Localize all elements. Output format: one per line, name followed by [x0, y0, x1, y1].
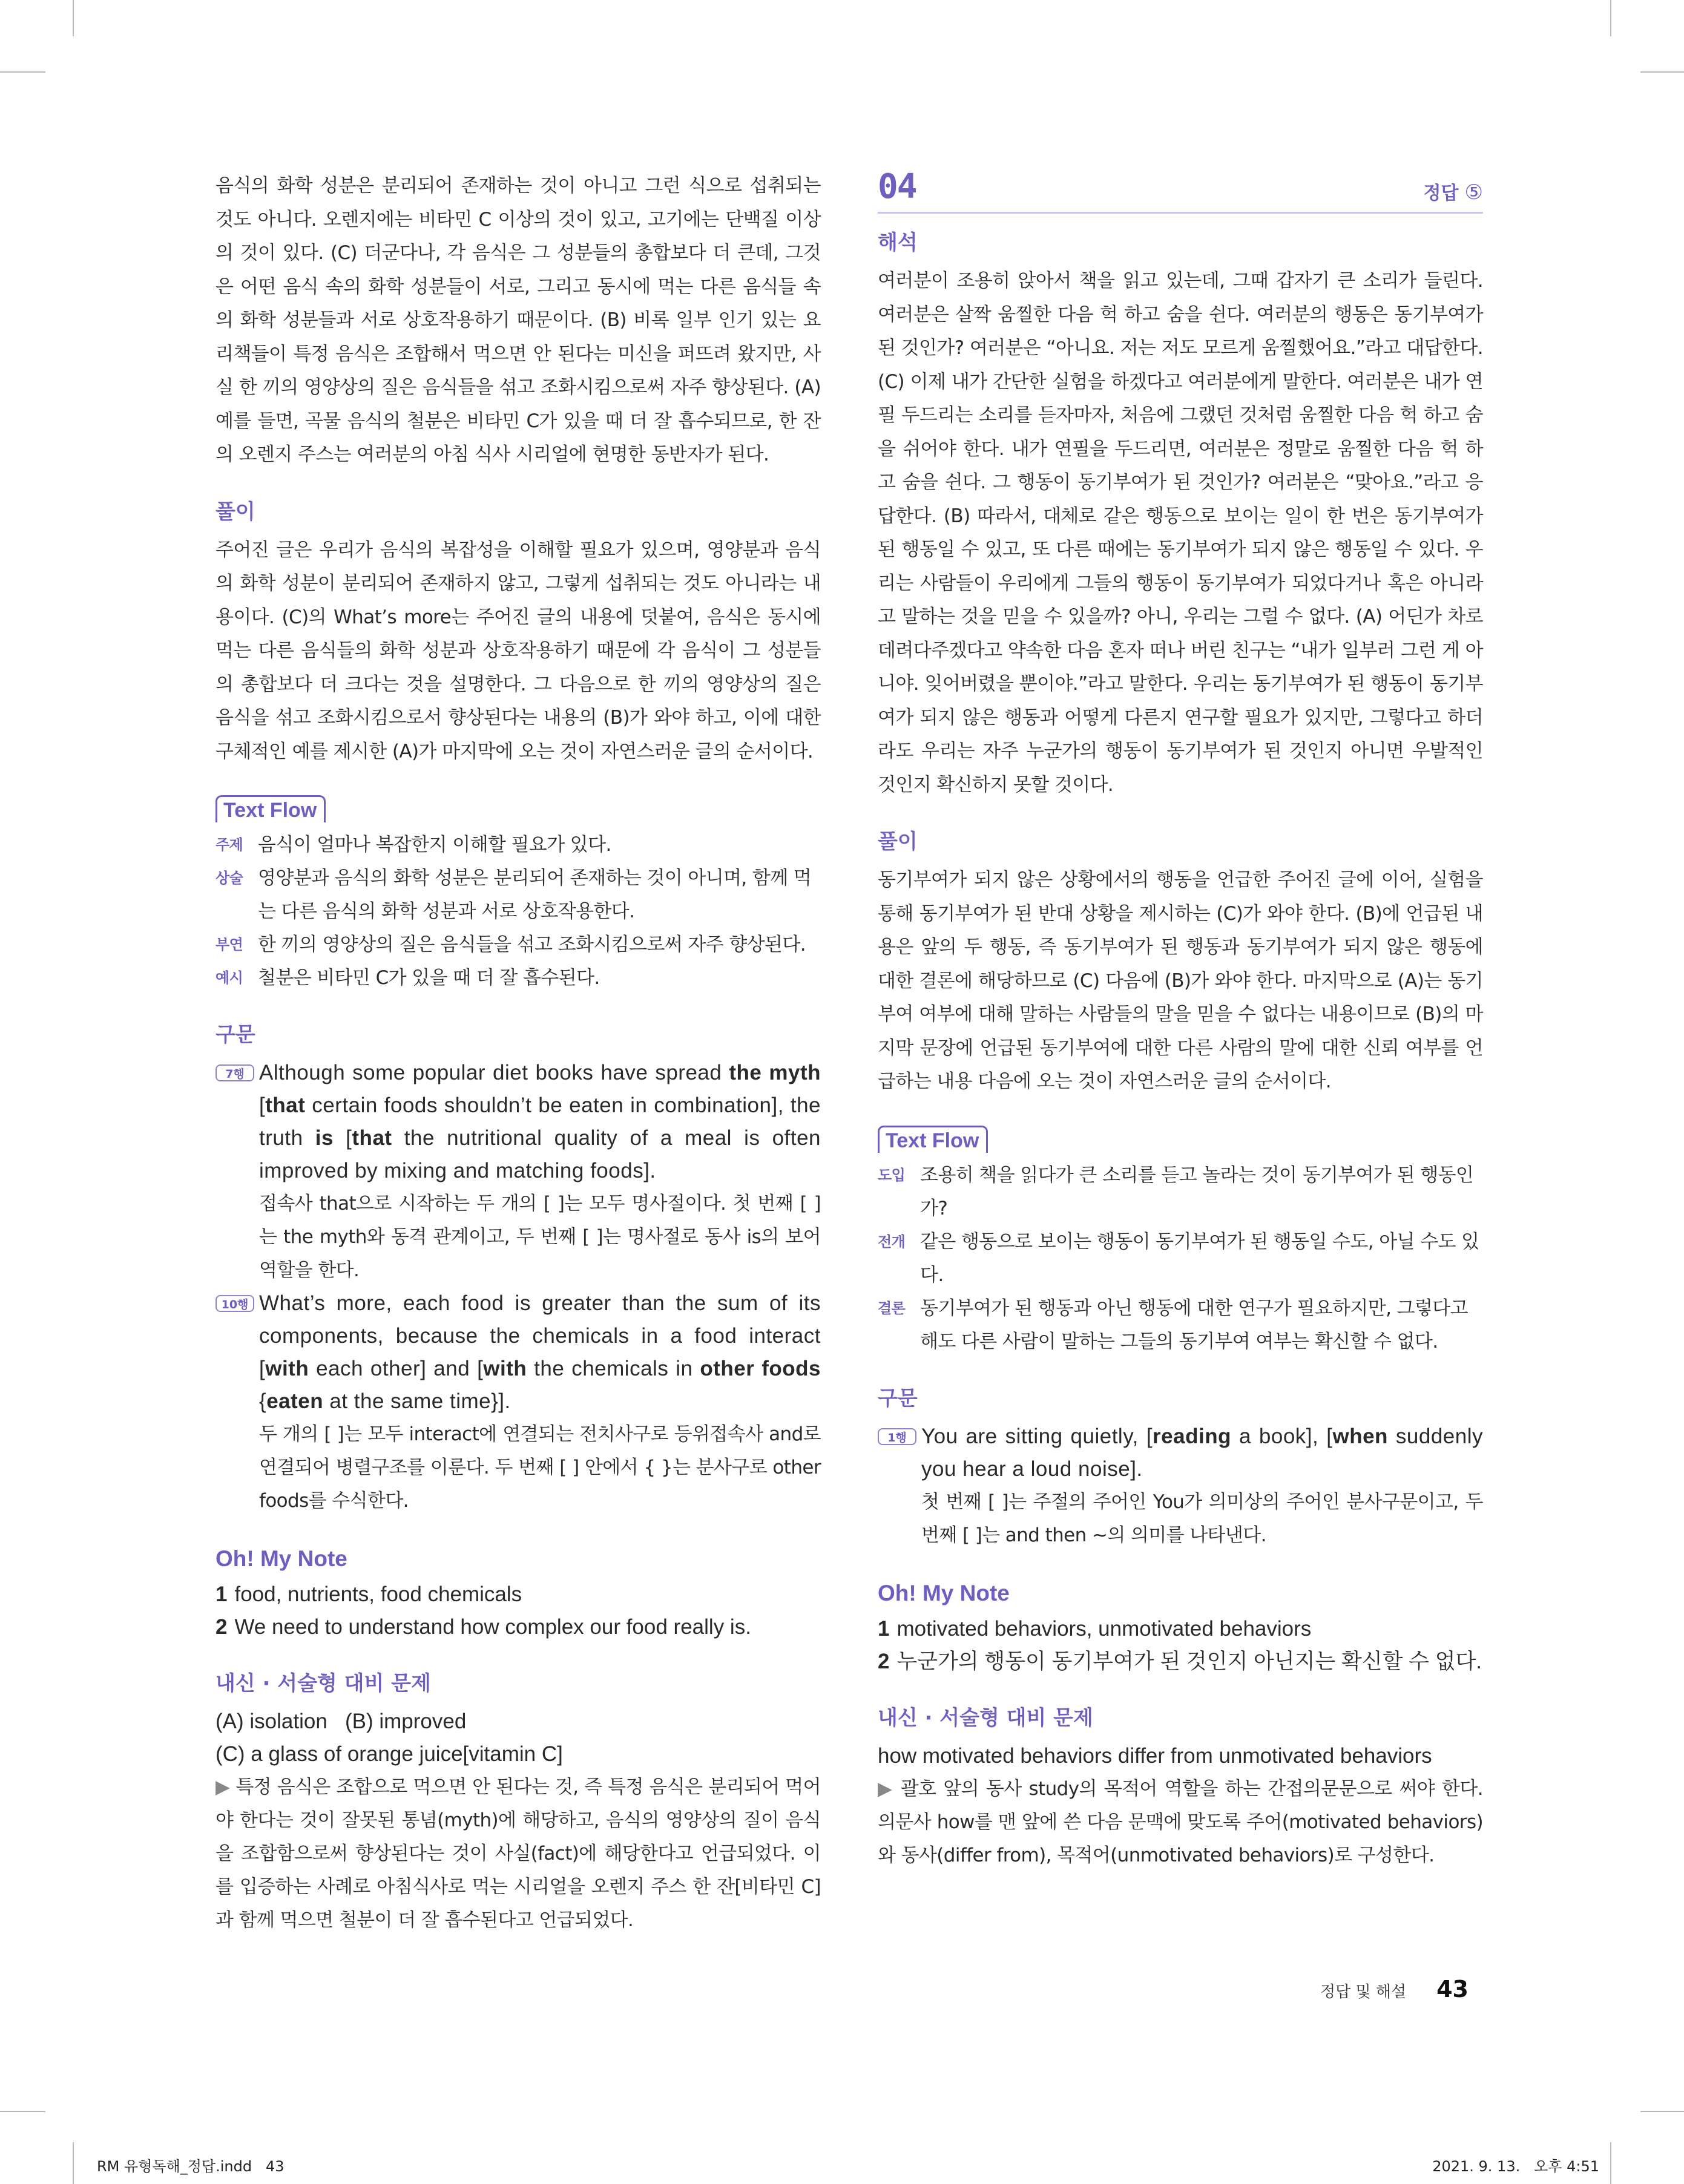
text-flow-item — [878, 1225, 1483, 1292]
gumun-item — [215, 1057, 821, 1287]
text-flow-text: 철분은 비타민 C가 있을 때 더 잘 흡수된다. — [258, 967, 600, 989]
text-flow-item — [878, 1292, 1483, 1359]
sentence-segment: the myth — [729, 1061, 821, 1084]
sentence-segment: with — [265, 1357, 309, 1380]
note-item — [215, 1611, 821, 1644]
sentence-segment: You are sitting quietly, [ — [921, 1424, 1153, 1448]
note-item — [878, 1613, 1483, 1645]
sentence-segment: What’s more, each food is greater than the sum of its components, because the chemicals in a food interact [ — [259, 1291, 821, 1380]
sentence-segment: that — [265, 1094, 306, 1117]
section-title-haeseok: 해석 — [878, 231, 918, 255]
triangle-icon: ▶ — [878, 1777, 893, 1800]
note-item — [215, 1578, 821, 1611]
crop-mark — [0, 2111, 45, 2112]
sentence-segment: suddenly you hear a loud noise]. — [921, 1424, 1484, 1481]
section-title-gumun: 구문 — [878, 1386, 918, 1411]
text-flow-text: 한 끼의 영양상의 질은 음식들을 섞고 조화시킴으로써 자주 향상된다. — [258, 934, 806, 956]
note-item — [878, 1645, 1483, 1678]
text-flow-item — [215, 962, 821, 995]
text-flow-list — [878, 1159, 1483, 1359]
sentence-segment: [ — [333, 1126, 352, 1150]
text-flow-text: 같은 행동으로 보이는 행동이 동기부여가 된 행동일 수도, 아닐 수도 있다. — [920, 1230, 1479, 1286]
gumun-list — [878, 1420, 1483, 1552]
oh-my-note-title: Oh! My Note — [878, 1580, 1010, 1605]
answer-c: (C) a glass of orange juice[vitamin C] — [215, 1742, 563, 1766]
section-title-puri: 풀이 — [215, 499, 255, 524]
note-list — [215, 1578, 821, 1644]
sentence-segment: eaten — [266, 1389, 324, 1413]
note-number: 1 — [215, 1582, 228, 1606]
sentence-segment: with — [483, 1357, 527, 1380]
answer-key — [1424, 178, 1483, 205]
answer-line — [215, 1705, 821, 1738]
text-flow-label: 도입 — [878, 1166, 906, 1184]
crop-mark — [1610, 2142, 1611, 2184]
gumun-explanation: 두 개의 [ ]는 모두 interact에 연결되는 전치사구로 등위접속사 and로 연결되어 병렬구조를 이룬다. 두 번째 [ ] 안에서 { }는 분사구로 other foods를 수식한다. — [259, 1423, 821, 1512]
text-flow-text: 동기부여가 된 행동과 아닌 행동에 대한 연구가 필요하지만, 그렇다고 해도 다른 사람이 말하는 그들의 동기부여 여부는 확신할 수 없다. — [920, 1297, 1468, 1353]
note-number: 2 — [215, 1615, 228, 1639]
sentence-segment: the chemicals in — [527, 1357, 700, 1380]
text-flow-tag: Text Flow — [215, 795, 326, 822]
text-flow-label: 예시 — [215, 969, 243, 986]
line-badge: 10행 — [215, 1295, 254, 1312]
answer-label: 정답 — [1423, 183, 1459, 204]
gumun-list — [215, 1057, 821, 1518]
text-flow-label: 상술 — [215, 870, 243, 887]
sentence-segment: [ — [259, 1094, 266, 1117]
triangle-icon: ▶ — [215, 1776, 230, 1798]
text-flow-label: 부연 — [215, 936, 243, 953]
crop-mark — [0, 71, 45, 73]
sentence-segment: reading — [1153, 1424, 1231, 1448]
sentence-segment: certain foods shouldn’t be eaten in combination], the truth — [259, 1094, 821, 1150]
question-number: 04 — [878, 167, 916, 206]
note-text: We need to understand how complex our food really is. — [234, 1615, 751, 1639]
answer-line: how motivated behaviors differ from unmotivated behaviors — [878, 1743, 1432, 1768]
note-number: 1 — [878, 1616, 890, 1641]
text-flow-text: 음식이 얼마나 복잡한지 이해할 필요가 있다. — [258, 834, 611, 856]
text-flow-item — [215, 828, 821, 862]
page-footer — [1320, 1976, 1469, 2002]
right-column — [878, 169, 1483, 1872]
answer-value: ⑤ — [1464, 180, 1483, 205]
section-title-gumun: 구문 — [215, 1023, 255, 1047]
text-flow-label: 주제 — [215, 836, 243, 853]
answer-explanation: 특정 음식은 조합으로 먹으면 안 된다는 것, 즉 특정 음식은 분리되어 먹어야 한다는 것이 잘못된 통념(myth)에 해당하고, 음식의 영양상의 질이 음식을 조합함으로써 향상된다는 것이 사실(fact)에 해당한다고 언급되었다. 이를 입증하는 사례로 아침식사로 먹는 시리얼을 오렌지 주스 한 잔[비타민 C]과 함께 먹으면 철분이 더 잘 흡수된다고 언급되었다. — [215, 1776, 821, 1931]
gumun-item — [215, 1287, 821, 1518]
gumun-explanation: 첫 번째 [ ]는 주절의 주어인 You가 의미상의 주어인 분사구문이고, 두 번째 [ ]는 and then ~의 의미를 나타낸다. — [921, 1490, 1483, 1546]
footer-text: 정답 및 해설 — [1320, 1983, 1407, 2001]
print-slug-file: RM 유형독해_정답.indd 43 — [97, 2158, 285, 2175]
sentence-segment: is — [315, 1126, 334, 1150]
puri-text: 동기부여가 되지 않은 상황에서의 행동을 언급한 주어진 글에 이어, 실험을 통해 동기부여가 된 반대 상황을 제시하는 (C)가 와야 한다. (B)에 언급된 내용은 앞의 두 행동, 즉 동기부여가 된 행동과 동기부여가 되지 않은 행동에 대한 결론에 해당하므로 (C) 다음에 (B)가 와야 한다. 마지막으로 (A)는 동기부여 여부에 대해 말하는 사람들의 말을 믿을 수 없다는 내용이므로 (B)의 마지막 문장에 언급된 동기부여에 대한 다른 사람의 말에 대한 신뢰 여부를 언급하는 내용 다음에 오는 것이 자연스러운 글의 순서이다. — [878, 869, 1483, 1092]
gumun-item — [878, 1420, 1483, 1552]
sentence-segment: { — [259, 1389, 267, 1413]
note-number: 2 — [878, 1649, 890, 1673]
text-flow-text: 조용히 책을 읽다가 큰 소리를 듣고 놀라는 것이 동기부여가 된 행동인가? — [920, 1164, 1474, 1219]
answer-a: (A) isolation — [215, 1710, 327, 1733]
crop-mark — [1610, 0, 1611, 36]
print-slug-date: 2021. 9. 13. 오후 4:51 — [1432, 2158, 1599, 2175]
text-flow-label: 전개 — [878, 1233, 906, 1250]
answer-explanation: 괄호 앞의 동사 study의 목적어 역할을 하는 간접의문문으로 써야 한다. 의문사 how를 맨 앞에 쓴 다음 문맥에 맞도록 주어(motivated behaviors)와 동사(differ from), 목적어(unmotivated behaviors)로 구성한다. — [878, 1777, 1483, 1866]
gumun-sentence — [259, 1287, 821, 1418]
note-text: motivated behaviors, unmotivated behaviors — [896, 1616, 1312, 1641]
line-badge: 1행 — [878, 1428, 916, 1445]
puri-text: 주어진 글은 우리가 음식의 복잡성을 이해할 필요가 있으며, 영양분과 음식의 화학 성분이 분리되어 존재하지 않고, 그렇게 섭취되는 것도 아니라는 내용이다. (C)의 What’s more는 주어진 글의 내용에 덧붙여, 음식은 동시에 먹는 다른 음식들의 화학 성분과 상호작용하기 때문에 각 음식이 그 성분들의 총합보다 더 크다는 것을 설명한다. 그 다음으로 한 끼의 영양상의 질은 음식을 섞고 조화시킴으로서 향상된다는 내용의 (B)가 와야 하고, 이에 대한 구체적인 예를 제시한 (A)가 마지막에 오는 것이 자연스러운 글의 순서이다. — [215, 539, 821, 762]
sentence-segment: that — [352, 1126, 392, 1150]
crop-mark — [1640, 2111, 1684, 2112]
sentence-segment: Although some popular diet books have spread — [259, 1061, 729, 1084]
crop-mark — [1640, 71, 1684, 73]
oh-my-note-title: Oh! My Note — [215, 1546, 347, 1571]
naesin-title: 내신 · 서술형 대비 문제 — [878, 1705, 1093, 1730]
gumun-sentence — [259, 1057, 821, 1187]
gumun-explanation: 접속사 that으로 시작하는 두 개의 [ ]는 모두 명사절이다. 첫 번째 [ ]는 the myth와 동격 관계이고, 두 번째 [ ]는 명사절로 동사 is의 보어 역할을 한다. — [259, 1193, 821, 1281]
note-text: 누군가의 행동이 동기부여가 된 것인지 아닌지는 확신할 수 없다. — [896, 1649, 1482, 1673]
text-flow-tag: Text Flow — [878, 1126, 988, 1153]
answer-b: (B) improved — [344, 1710, 467, 1733]
sentence-segment: at the same time}]. — [323, 1389, 511, 1413]
translation-continued: 음식의 화학 성분은 분리되어 존재하는 것이 아니고 그런 식으로 섭취되는 것도 아니다. 오렌지에는 비타민 C 이상의 것이 있고, 고기에는 단백질 이상의 것이 있다. (C) 더군다나, 각 음식은 그 성분들의 총합보다 더 큰데, 그것은 어떤 음식 속의 화학 성분들이 서로, 그리고 동시에 먹는 다른 음식들 속의 화학 성분들과 서로 상호작용하기 때문이다. (B) 비록 일부 인기 있는 요리책들이 특정 음식은 조합해서 먹으면 안 된다는 미신을 퍼뜨려 왔지만, 사실 한 끼의 영양상의 질은 음식들을 섞고 조화시킴으로써 자주 향상된다. (A) 예를 들면, 곡물 음식의 철분은 비타민 C가 있을 때 더 잘 흡수되므로, 한 잔의 오렌지 주스는 여러분의 아침 식사 시리얼에 현명한 동반자가 된다. — [215, 175, 821, 465]
sentence-segment: each other] and [ — [309, 1357, 484, 1380]
text-flow-item — [878, 1159, 1483, 1225]
text-flow-list — [215, 828, 821, 995]
gumun-sentence — [921, 1420, 1483, 1486]
sentence-segment: the nutritional quality of a meal is often improved by mixing and matching foods]. — [259, 1126, 821, 1182]
text-flow-text: 영양분과 음식의 화학 성분은 분리되어 존재하는 것이 아니며, 함께 먹는 다른 음식의 화학 성분과 서로 상호작용한다. — [258, 867, 812, 922]
sentence-segment: a book], [ — [1231, 1424, 1333, 1448]
text-flow-item — [215, 862, 821, 928]
haeseok-text: 여러분이 조용히 앉아서 책을 읽고 있는데, 그때 갑자기 큰 소리가 들린다. 여러분은 살짝 움찔한 다음 헉 하고 숨을 쉰다. 여러분의 행동은 동기부여가 된 것인가? 여러분은 “아니요. 저는 저도 모르게 움찔했어요.”라고 대답한다. (C) 이제 내가 간단한 실험을 하겠다고 여러분에게 말한다. 여러분은 내가 연필 두드리는 소리를 듣자마자, 처음에 그랬던 것처럼 움찔한 다음 헉 하고 숨을 쉬어야 한다. 내가 연필을 두드리면, 여러분은 정말로 움찔한 다음 헉 하고 숨을 쉰다. 그 행동이 동기부여가 된 것인가? 여러분은 “맞아요.”라고 응답한다. (B) 따라서, 대체로 같은 행동으로 보이는 일이 한 번은 동기부여가 된 행동일 수 있고, 또 다른 때에는 동기부여가 되지 않은 행동일 수 있다. 우리는 사람들이 우리에게 그들의 행동이 동기부여가 되었다거나 혹은 아니라고 말하는 것을 믿을 수 있을까? 아니, 우리는 그럴 수 없다. (A) 어딘가 차로 데려다주겠다고 약속한 다음 혼자 떠나 버린 친구는 “내가 일부러 그런 게 아니야. 잊어버렸을 뿐이야.”라고 말한다. 우리는 동기부여가 된 행동이 동기부여가 되지 않은 행동과 어떻게 다른지 연구할 필요가 있지만, 그렇다고 하더라도 우리는 자주 누군가의 행동이 동기부여가 된 것인지 아니면 우발적인 것인지 확신하지 못할 것이다. — [878, 270, 1483, 796]
line-badge: 7행 — [215, 1064, 254, 1081]
note-list — [878, 1613, 1483, 1678]
question-header — [878, 169, 1483, 214]
naesin-title: 내신 · 서술형 대비 문제 — [215, 1671, 431, 1696]
text-flow-item — [215, 928, 821, 962]
crop-mark — [73, 2142, 74, 2184]
crop-mark — [73, 0, 74, 36]
sentence-segment: other foods — [700, 1357, 821, 1380]
section-title-puri: 풀이 — [878, 830, 918, 854]
note-text: food, nutrients, food chemicals — [234, 1582, 522, 1606]
text-flow-label: 결론 — [878, 1299, 906, 1317]
sentence-segment: when — [1332, 1424, 1388, 1448]
page-number: 43 — [1436, 1976, 1469, 2002]
left-column — [215, 169, 821, 1937]
